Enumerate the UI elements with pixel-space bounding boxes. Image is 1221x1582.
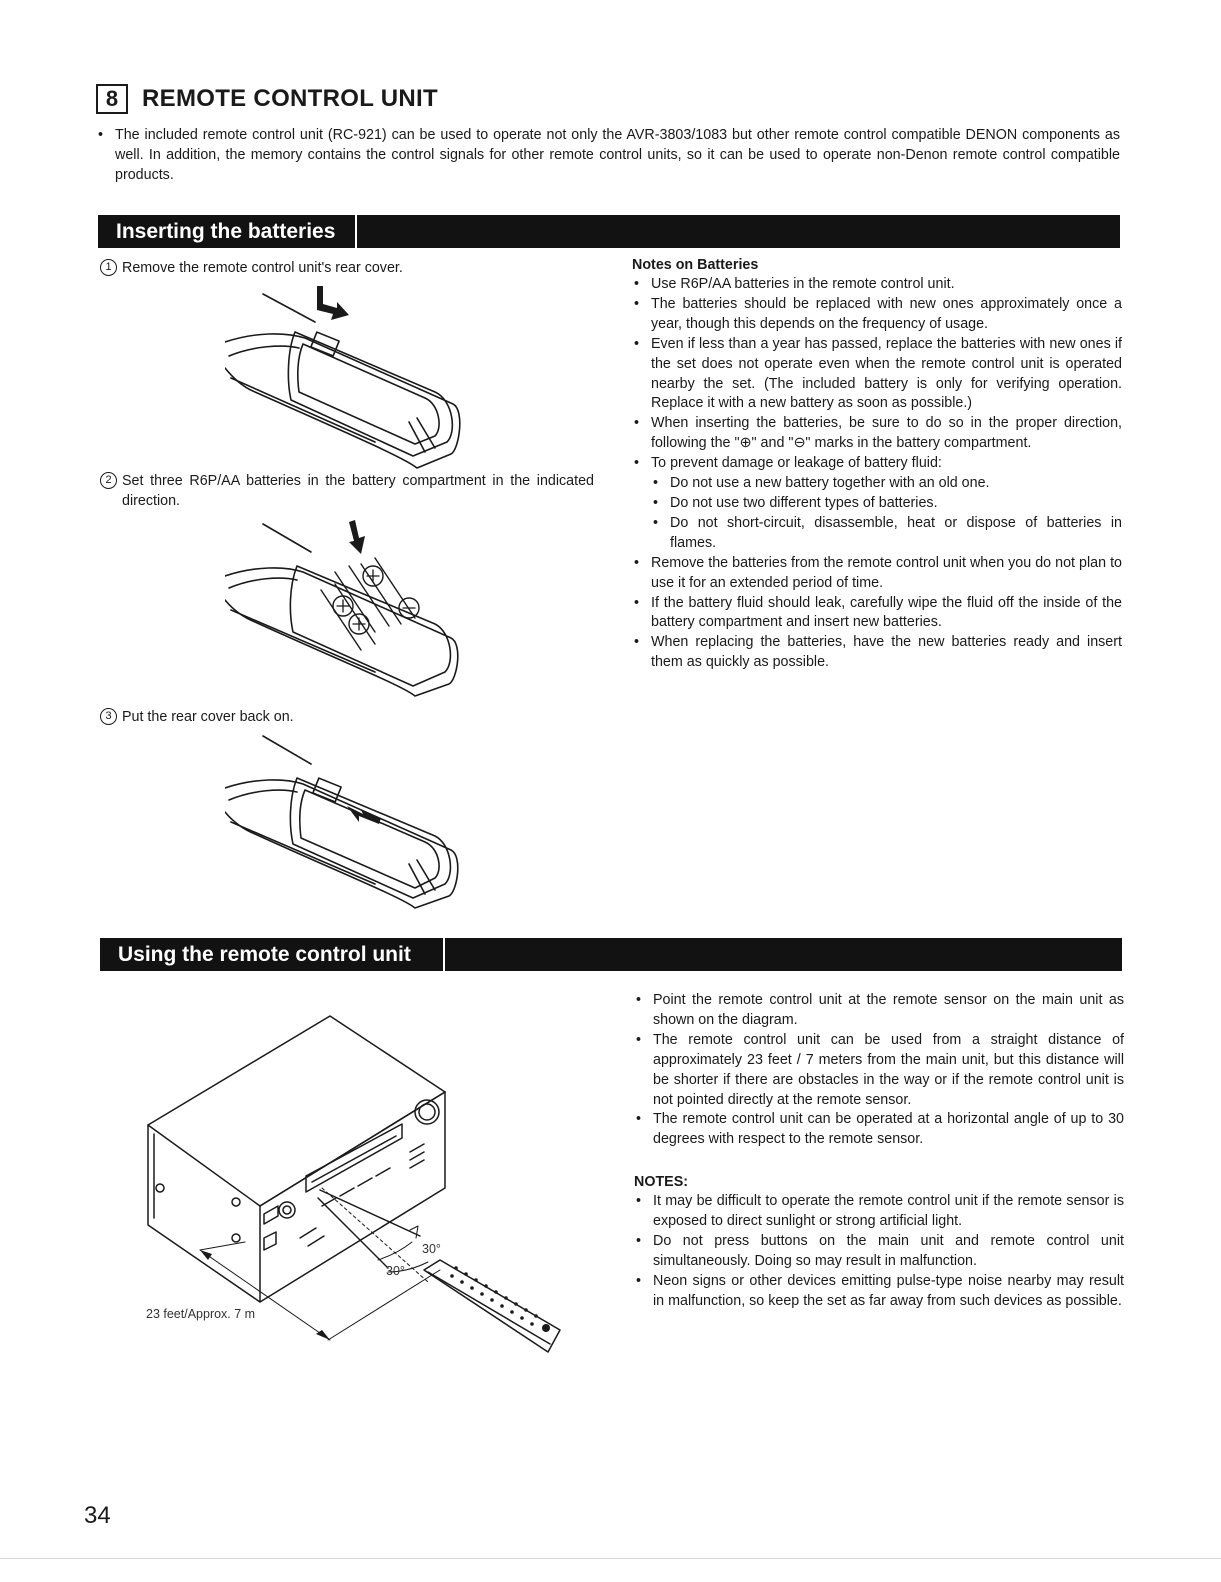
battery-subnote: • Do not short-circuit, disassemble, heat or dispose of batteries in flames. (651, 514, 1122, 554)
banner-edge (355, 215, 357, 248)
battery-note: • When inserting the batteries, be sure to do so in the proper direction, following the "⊕" and "⊖" marks in the battery compartment. (632, 414, 1122, 454)
step-number-3: 3 (100, 708, 117, 725)
distance-label: 23 feet/Approx. 7 m (146, 1307, 256, 1321)
inserting-batteries-banner (98, 215, 1120, 248)
insert-batteries-illustration (225, 520, 475, 698)
intro-bullet: • The included remote control unit (RC-921) can be used to operate not only the AVR-3803/1083 but other remote control compatible DENON components as well. In addition, the memory contains the control signals for other remote control units, so it can be used to operate non-Denon remote control compatible products. (96, 126, 1120, 186)
inserting-batteries-heading: Inserting the batteries (116, 220, 336, 243)
battery-note: • If the battery fluid should leak, carefully wipe the fluid off the inside of the battery compartment and insert new batteries. (632, 594, 1122, 634)
step-number-2: 2 (100, 472, 117, 489)
using-bullet: • The remote control unit can be operated at a horizontal angle of up to 30 degrees with respect to the remote sensor. (634, 1110, 1124, 1150)
using-note: • Neon signs or other devices emitting pulse-type noise nearby may result in malfunction, so keep the set as far away from such devices as possible. (634, 1272, 1124, 1312)
step-3-text: Put the rear cover back on. (122, 709, 294, 725)
battery-note: • Remove the batteries from the remote control unit when you do not plan to use it for an extended period of time. (632, 554, 1122, 594)
banner-edge (443, 938, 445, 971)
intro-paragraph (96, 126, 1120, 186)
step-1 (100, 258, 594, 278)
remote-range-diagram (140, 1010, 580, 1360)
battery-note: • When replacing the batteries, have the new batteries ready and insert them as quickly as possible. (632, 633, 1122, 673)
step-2 (100, 471, 594, 511)
section-title (96, 84, 438, 114)
step-3 (100, 707, 594, 727)
angle-label-upper: 30° (422, 1242, 441, 1256)
using-remote-text (634, 991, 1124, 1312)
battery-note: • Even if less than a year has passed, replace the batteries with new ones if the set does not operate even when the remote control unit is operated nearby the set. (The included battery is only for verifying operation. Replace it with a new battery as soon as possible.) (632, 335, 1122, 415)
battery-notes-heading: Notes on Batteries (632, 257, 759, 273)
battery-note (632, 454, 1122, 554)
using-bullet: • The remote control unit can be used from a straight distance of approximately 23 feet / 7 meters from the main unit, but this distance will be shorter if there are obstacles in the way or if the remote control unit is not pointed directly at the remote sensor. (634, 1031, 1124, 1111)
using-note: • It may be difficult to operate the remote control unit if the remote sensor is exposed to direct sunlight or strong artificial light. (634, 1192, 1124, 1232)
battery-note-leakage: To prevent damage or leakage of battery fluid: (651, 455, 942, 472)
page-number: 34 (84, 1502, 111, 1529)
step-2-text: Set three R6P/AA batteries in the battery compartment in the indicated direction. (122, 473, 594, 509)
angle-label-lower: 30° (386, 1264, 405, 1278)
battery-note: • The batteries should be replaced with new ones approximately once a year, though this depends on the frequency of usage. (632, 295, 1122, 335)
using-remote-banner (100, 938, 1122, 971)
battery-notes (632, 255, 1122, 673)
using-note: • Do not press buttons on the main unit and remote control unit simultaneously. Doing so may result in malfunction. (634, 1232, 1124, 1272)
using-remote-heading: Using the remote control unit (118, 943, 411, 966)
step-1-text: Remove the remote control unit's rear cover. (122, 260, 403, 276)
battery-subnote: • Do not use a new battery together with an old one. (651, 474, 1122, 494)
section-title-text: REMOTE CONTROL UNIT (142, 85, 438, 112)
replace-cover-illustration (225, 732, 475, 910)
remove-cover-illustration (225, 282, 475, 470)
step-number-1: 1 (100, 259, 117, 276)
section-number-box: 8 (96, 84, 128, 114)
battery-subnote: • Do not use two different types of batteries. (651, 494, 1122, 514)
using-bullet: • Point the remote control unit at the remote sensor on the main unit as shown on the diagram. (634, 991, 1124, 1031)
footer-rule (0, 1558, 1221, 1559)
using-notes-heading: NOTES: (634, 1174, 689, 1191)
battery-note: • Use R6P/AA batteries in the remote control unit. (632, 275, 1122, 295)
